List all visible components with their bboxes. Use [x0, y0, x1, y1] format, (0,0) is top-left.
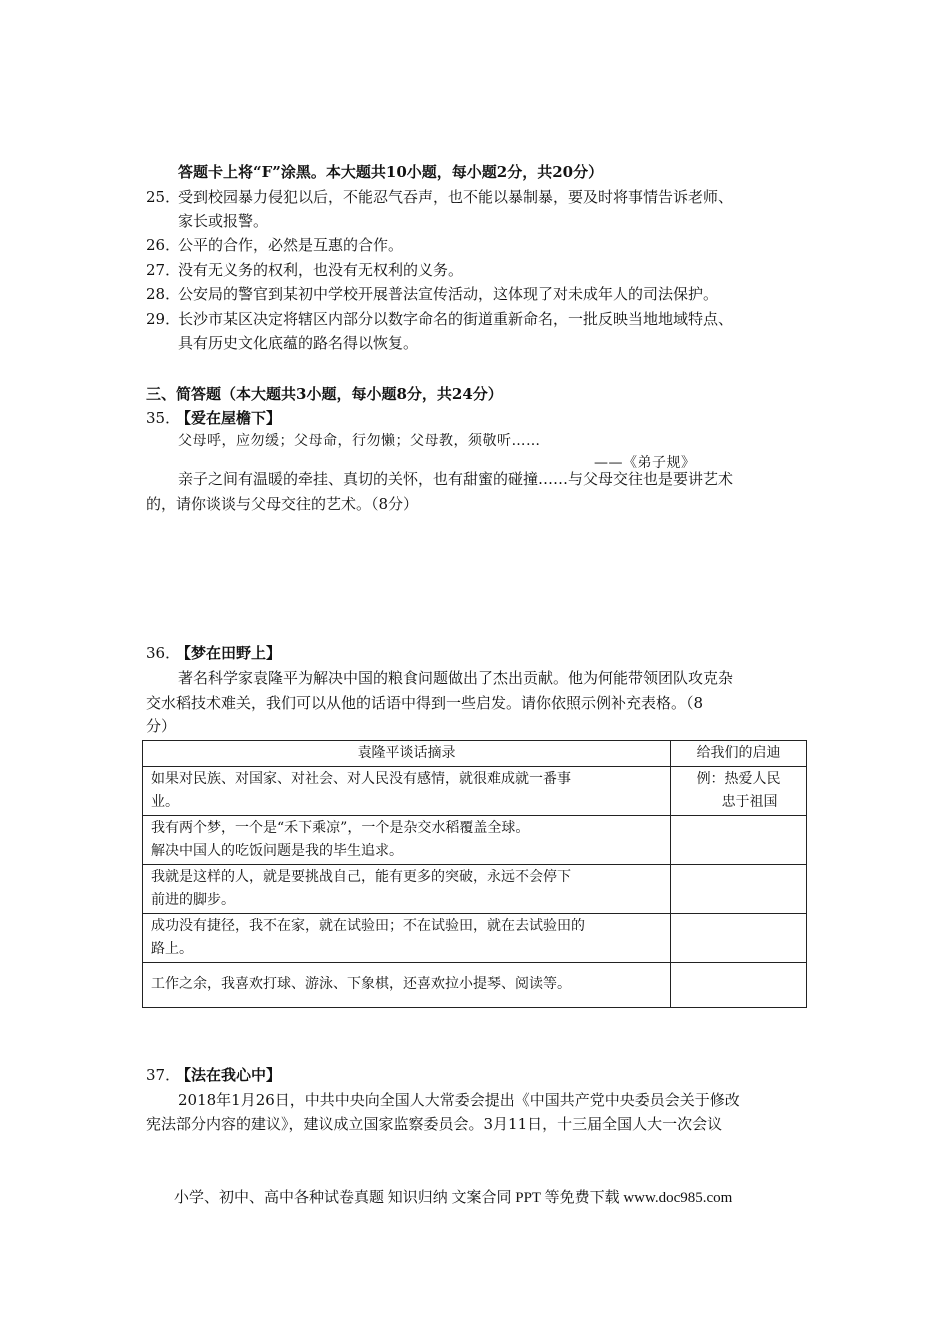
- q36-body-line2: 交水稻技术难关，我们可以从他的话语中得到一些启发。请你依照示例补充表格。（8: [146, 694, 704, 712]
- item-29-line1: 长沙市某区决定将辖区内部分以数字命名的街道重新命名，一批反映当地地域特点、: [178, 310, 734, 328]
- header-insight: 给我们的启迪: [671, 741, 807, 767]
- header-quotes: 袁隆平谈话摘录: [143, 741, 671, 767]
- page-footer: 小学、初中、高中各种试卷真题 知识归纳 文案合同 PPT 等免费下载 www.doc985.com: [174, 1190, 733, 1206]
- item-25-num: 25．: [146, 188, 181, 206]
- q36-title: 【梦在田野上】: [176, 644, 282, 662]
- section-three-title: 三、简答题（本大题共3小题，每小题8分，共24分）: [146, 385, 503, 403]
- quote-cell: [143, 914, 671, 963]
- item-28-num: 28．: [146, 285, 181, 303]
- table-header-row: [143, 741, 807, 767]
- insight-cell-example: [671, 767, 807, 816]
- insight-answer-cell[interactable]: [671, 963, 807, 1008]
- insight-answer-cell[interactable]: [671, 914, 807, 963]
- quote-cell: [143, 816, 671, 865]
- insight-answer-cell[interactable]: [671, 816, 807, 865]
- q37-title: 【法在我心中】: [176, 1066, 282, 1084]
- item-28-line1: 公安局的警官到某初中学校开展普法宣传活动，这体现了对未成年人的司法保护。: [178, 285, 719, 303]
- q35-num: 35．: [146, 409, 181, 427]
- item-27-line1: 没有无义务的权利，也没有无权利的义务。: [178, 261, 464, 279]
- item-29-num: 29．: [146, 310, 181, 328]
- item-29-line2: 具有历史文化底蕴的路名得以恢复。: [178, 334, 419, 352]
- quote-cell: [143, 963, 671, 1008]
- table-row: [143, 816, 807, 865]
- q35-body-line2: 的，请你谈谈与父母交往的艺术。（8分）: [146, 495, 419, 513]
- insight-line: 例：热爱人民: [696, 771, 781, 787]
- quote-line: 如果对民族、对国家、对社会、对人民没有感情，就很难成就一番事: [151, 771, 571, 787]
- q37-body-line1: 2018年1月26日，中共中央向全国人大常委会提出《中国共产党中央委员会关于修改: [178, 1091, 740, 1109]
- item-25-line2: 家长或报警。: [178, 212, 269, 230]
- quote-line: 路上。: [151, 941, 193, 957]
- quote-line: 我就是这样的人，就是要挑战自己，能有更多的突破，永远不会停下: [151, 869, 571, 885]
- quote-line: 解决中国人的吃饭问题是我的毕生追求。: [151, 843, 403, 859]
- q35-quote: 父母呼，应勿缓；父母命，行勿懒；父母教，须敬听……: [178, 433, 541, 449]
- table-row: [143, 767, 807, 816]
- item-27-num: 27．: [146, 261, 181, 279]
- table-row: [143, 914, 807, 963]
- quote-cell: [143, 767, 671, 816]
- insight-line: 忠于祖国: [721, 794, 778, 810]
- quote-line: 工作之余，我喜欢打球、游泳、下象棋，还喜欢拉小提琴、阅读等。: [151, 976, 571, 992]
- quote-cell: [143, 865, 671, 914]
- q35-body-line1: 亲子之间有温暖的牵挂、真切的关怀，也有甜蜜的碰撞……与父母交往也是要讲艺术: [178, 470, 734, 488]
- insight-answer-cell[interactable]: [671, 865, 807, 914]
- section-two-tail: 答题卡上将“F”涂黑。本大题共10小题，每小题2分，共20分）: [178, 163, 604, 181]
- q36-body-line1: 著名科学家袁隆平为解决中国的粮食问题做出了杰出贡献。他为何能带领团队攻克杂: [178, 669, 734, 687]
- q35-source: ——《弟子规》: [594, 455, 696, 471]
- q35-title: 【爱在屋檐下】: [176, 409, 282, 427]
- quote-line: 成功没有捷径，我不在家，就在试验田；不在试验田，就在去试验田的: [151, 918, 585, 934]
- q36-body-line3: 分）: [146, 717, 177, 735]
- quote-line: 业。: [151, 794, 179, 810]
- item-25-line1: 受到校园暴力侵犯以后，不能忍气吞声，也不能以暴制暴，要及时将事情告诉老师、: [178, 188, 734, 206]
- item-26-line1: 公平的合作，必然是互惠的合作。: [178, 236, 404, 254]
- item-26-num: 26．: [146, 236, 181, 254]
- table-row: [143, 865, 807, 914]
- quotes-table: [142, 740, 807, 1008]
- q37-body-line2: 宪法部分内容的建议》，建议成立国家监察委员会。3月11日，十三届全国人大一次会议: [146, 1115, 723, 1133]
- table-row: [143, 963, 807, 1008]
- quote-line: 我有两个梦，一个是“禾下乘凉”，一个是杂交水稻覆盖全球。: [151, 820, 530, 836]
- q37-num: 37．: [146, 1066, 181, 1084]
- q36-num: 36．: [146, 644, 181, 662]
- quote-line: 前进的脚步。: [151, 892, 235, 908]
